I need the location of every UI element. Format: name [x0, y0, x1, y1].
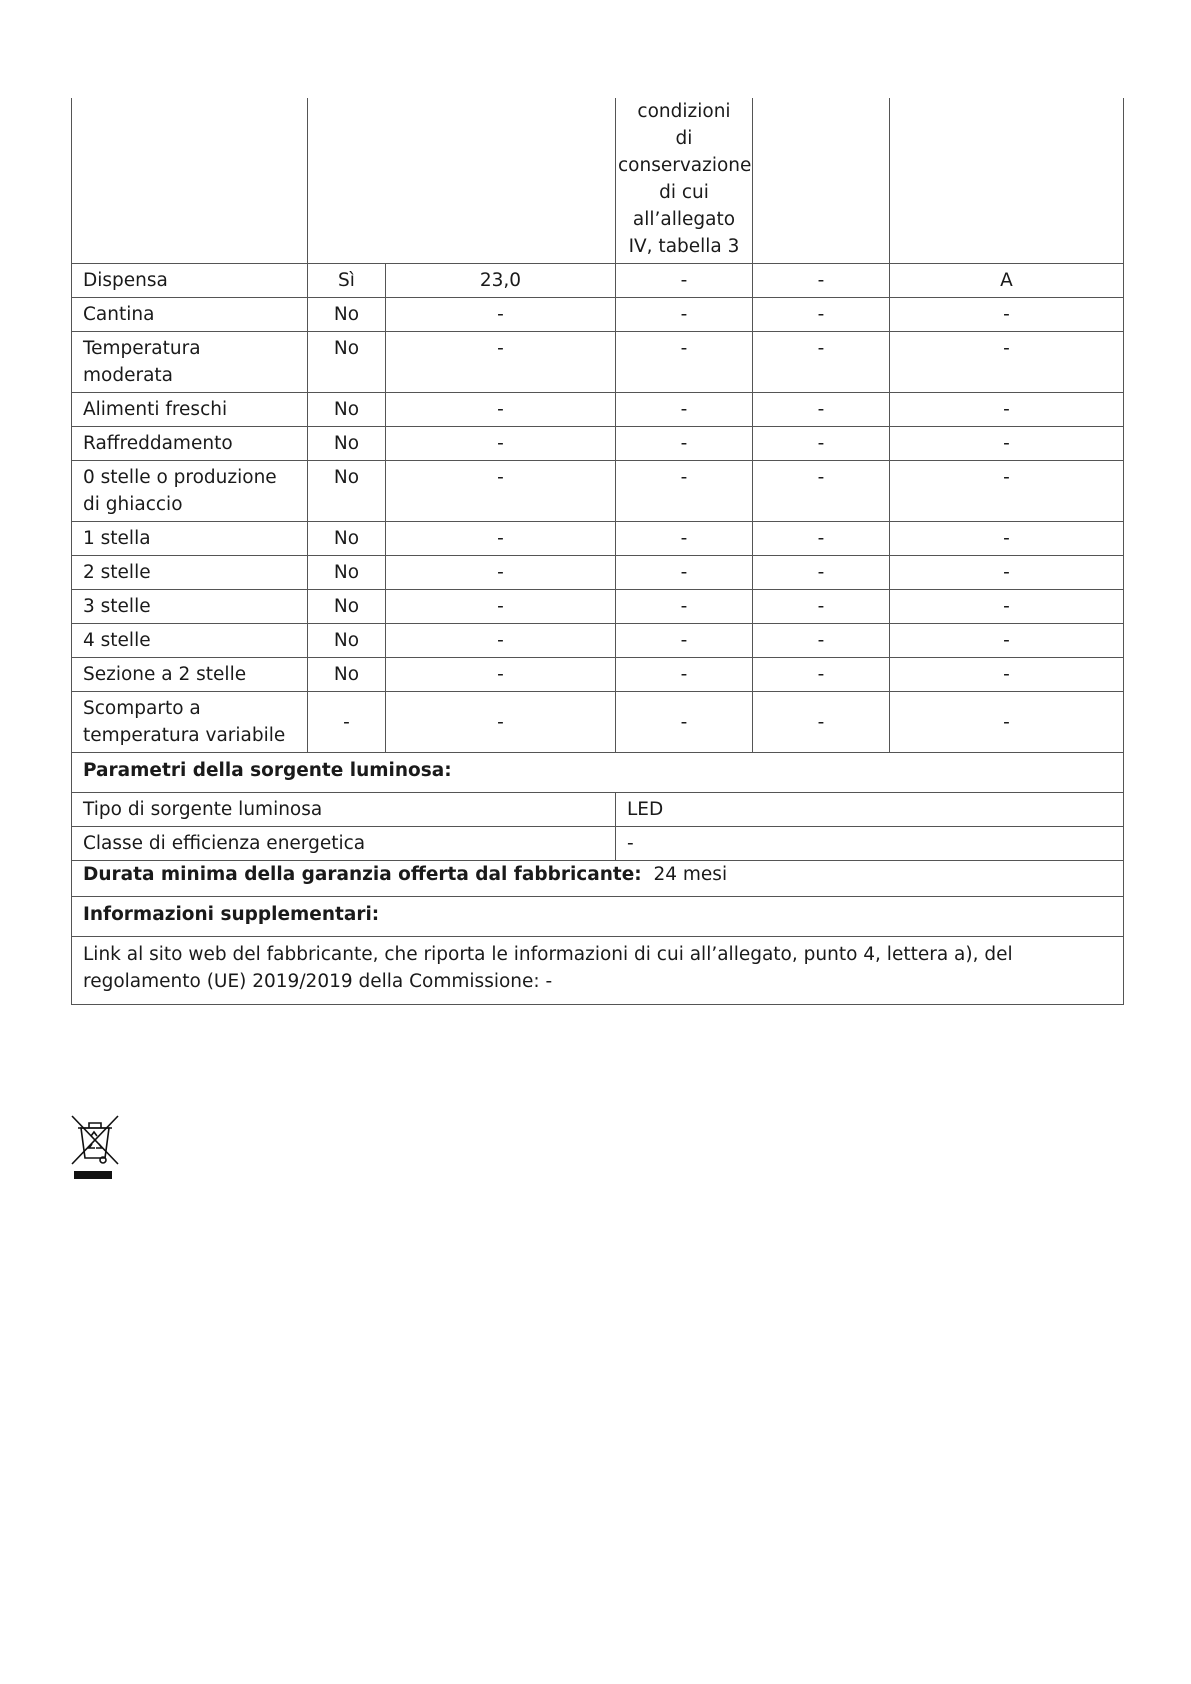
compartment-value: - [753, 692, 890, 753]
header-line: conservazione [618, 155, 752, 176]
light-source-type-row [72, 793, 1124, 827]
compartment-present: - [308, 692, 386, 753]
compartment-present: No [308, 624, 386, 658]
compartment-value: - [890, 298, 1124, 332]
energy-class-label: Classe di efficienza energetica [72, 827, 616, 861]
compartment-volume: - [386, 692, 616, 753]
compartment-label: Alimenti freschi [72, 393, 308, 427]
compartment-present: No [308, 556, 386, 590]
compartment-label: 0 stelle o produzione di ghiaccio [72, 461, 308, 522]
table-row [72, 427, 1124, 461]
table-row [72, 658, 1124, 692]
header-line: di [675, 128, 693, 149]
compartment-volume: - [386, 393, 616, 427]
energy-class-value: - [616, 827, 1124, 861]
compartment-volume: - [386, 332, 616, 393]
compartment-volume: - [386, 658, 616, 692]
compartment-volume: - [386, 461, 616, 522]
compartment-table [71, 98, 1124, 1005]
compartment-volume: - [386, 556, 616, 590]
supplementary-text: Link al sito web del fabbricante, che riporta le informazioni di cui all’allegato, punto 4, lettera a), del regolamento (UE) 2019/2019 della Commissione: - [72, 937, 1124, 1005]
header-line: di cui [659, 182, 709, 203]
compartment-volume: - [386, 590, 616, 624]
compartment-volume: - [386, 522, 616, 556]
compartment-value: - [890, 461, 1124, 522]
table-row [72, 393, 1124, 427]
compartment-value: - [616, 461, 753, 522]
light-source-class-row [72, 827, 1124, 861]
compartment-value: - [616, 393, 753, 427]
compartment-present: No [308, 393, 386, 427]
table-row [72, 522, 1124, 556]
compartment-label: Scomparto a temperatura variabile [72, 692, 308, 753]
supplementary-heading-row [72, 897, 1124, 937]
compartment-value: - [753, 522, 890, 556]
warranty-row [72, 861, 1124, 897]
header-cell-5 [753, 98, 890, 264]
compartment-label: Sezione a 2 stelle [72, 658, 308, 692]
header-line: all’allegato [632, 209, 736, 230]
compartment-value: - [753, 461, 890, 522]
supplementary-text-row [72, 937, 1124, 1005]
compartment-label: Dispensa [72, 264, 308, 298]
compartment-value: - [890, 692, 1124, 753]
compartment-present: No [308, 522, 386, 556]
compartment-volume: - [386, 427, 616, 461]
compartment-value: - [616, 264, 753, 298]
compartment-value: - [616, 522, 753, 556]
compartment-label: Cantina [72, 298, 308, 332]
compartment-value: - [890, 427, 1124, 461]
compartment-present: No [308, 298, 386, 332]
light-source-type-value: LED [616, 793, 1124, 827]
compartment-value: - [616, 556, 753, 590]
header-line: condizioni [637, 101, 731, 122]
light-source-heading-text: Parametri della sorgente luminosa: [83, 760, 452, 781]
light-source-type-label: Tipo di sorgente luminosa [72, 793, 616, 827]
header-cell-2 [308, 98, 616, 264]
compartment-present: No [308, 658, 386, 692]
compartment-value: - [753, 264, 890, 298]
compartment-label: Raffreddamento [72, 427, 308, 461]
compartment-value: - [753, 298, 890, 332]
warranty-cell [72, 861, 1124, 897]
compartment-value: - [616, 427, 753, 461]
compartment-label: 2 stelle [72, 556, 308, 590]
compartment-value: - [616, 298, 753, 332]
table-row [72, 624, 1124, 658]
compartment-label: 3 stelle [72, 590, 308, 624]
warranty-label: Durata minima della garanzia offerta dal fabbricante: [83, 864, 642, 885]
table-row [72, 461, 1124, 522]
compartment-volume: - [386, 624, 616, 658]
compartment-present: Sì [308, 264, 386, 298]
compartment-value: - [890, 624, 1124, 658]
compartment-value: - [753, 556, 890, 590]
compartment-value: A [890, 264, 1124, 298]
compartment-volume: 23,0 [386, 264, 616, 298]
compartment-value: - [753, 332, 890, 393]
compartment-present: No [308, 590, 386, 624]
table-row [72, 298, 1124, 332]
compartment-value: - [753, 590, 890, 624]
compartment-value: - [753, 658, 890, 692]
compartment-value: - [890, 393, 1124, 427]
compartment-present: No [308, 427, 386, 461]
compartment-value: - [890, 556, 1124, 590]
compartment-value: - [616, 692, 753, 753]
compartment-value: - [616, 590, 753, 624]
header-line: IV, tabella 3 [628, 236, 740, 257]
compartment-value: - [890, 658, 1124, 692]
crossed-out-wheelie-bin-icon [70, 1114, 120, 1184]
compartment-label: 1 stella [72, 522, 308, 556]
table-header-continuation [72, 98, 1124, 264]
warranty-value: 24 mesi [653, 864, 728, 885]
compartment-present: No [308, 332, 386, 393]
compartment-value: - [890, 590, 1124, 624]
compartment-value: - [890, 332, 1124, 393]
compartment-value: - [616, 332, 753, 393]
light-source-heading [72, 753, 1124, 793]
compartment-value: - [616, 624, 753, 658]
supplementary-heading-text: Informazioni supplementari: [83, 904, 380, 925]
compartment-value: - [616, 658, 753, 692]
table-row [72, 332, 1124, 393]
compartment-value: - [890, 522, 1124, 556]
compartment-value: - [753, 427, 890, 461]
header-cell-conditions [616, 98, 753, 264]
compartment-label: Temperatura moderata [72, 332, 308, 393]
supplementary-heading [72, 897, 1124, 937]
table-row [72, 556, 1124, 590]
compartment-label: 4 stelle [72, 624, 308, 658]
header-cell-6 [890, 98, 1124, 264]
table-row [72, 264, 1124, 298]
table-row [72, 692, 1124, 753]
compartment-value: - [753, 393, 890, 427]
table-row [72, 590, 1124, 624]
light-source-heading-row [72, 753, 1124, 793]
compartment-present: No [308, 461, 386, 522]
header-cell-1 [72, 98, 308, 264]
compartment-volume: - [386, 298, 616, 332]
compartment-value: - [753, 624, 890, 658]
